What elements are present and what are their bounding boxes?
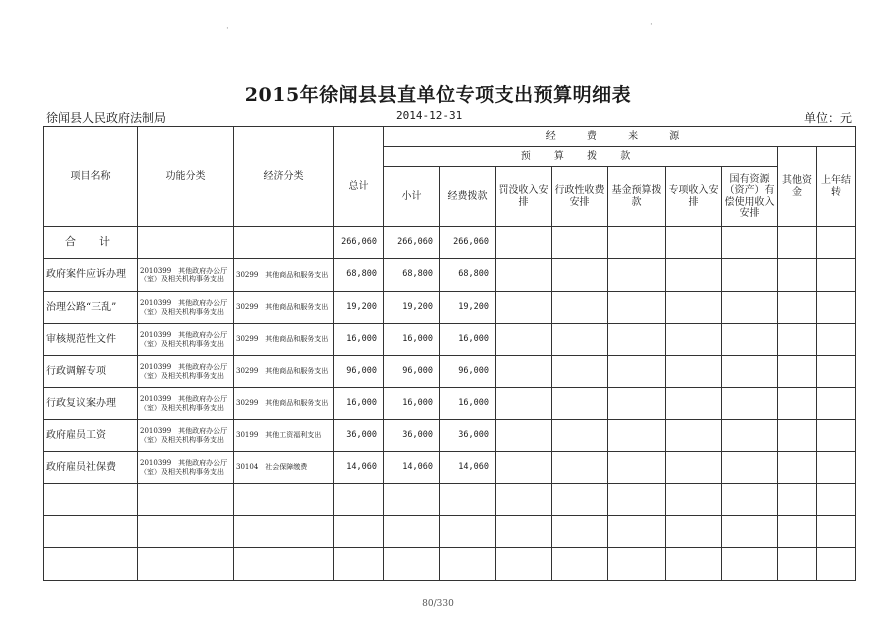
- empty-cell: [817, 484, 856, 516]
- empty-cell: [496, 388, 552, 420]
- page-number: 80/330: [422, 599, 454, 609]
- empty-cell: [334, 548, 384, 581]
- header-source-group: 经 费 来 源: [384, 127, 856, 147]
- row-funds: 14,060: [440, 452, 496, 484]
- empty-cell: [552, 484, 608, 516]
- empty-cell: [496, 452, 552, 484]
- empty-cell: [722, 227, 778, 259]
- empty-cell: [608, 356, 666, 388]
- row-subtotal: 16,000: [384, 324, 440, 356]
- empty-cell: [778, 227, 817, 259]
- empty-cell: [722, 484, 778, 516]
- row-total: 14,060: [334, 452, 384, 484]
- row-funds: 36,000: [440, 420, 496, 452]
- row-economic: 30299 其他商品和服务支出: [234, 324, 334, 356]
- empty-cell: [552, 259, 608, 292]
- row-function: 2010399 其他政府办公厅（室）及相关机构事务支出: [138, 259, 234, 292]
- row-total: 68,800: [334, 259, 384, 292]
- empty-cell: [44, 548, 138, 581]
- empty-cell: [384, 516, 440, 548]
- empty-cell: [666, 388, 722, 420]
- empty-cell: [778, 452, 817, 484]
- empty-cell: [722, 420, 778, 452]
- empty-cell: [722, 324, 778, 356]
- empty-cell: [778, 259, 817, 292]
- row-funds: 68,800: [440, 259, 496, 292]
- row-economic: 30104 社会保障缴费: [234, 452, 334, 484]
- empty-cell: [234, 548, 334, 581]
- empty-cell: [496, 516, 552, 548]
- empty-cell: [552, 388, 608, 420]
- table-row: [44, 324, 856, 356]
- empty-cell: [552, 324, 608, 356]
- row-funds: 16,000: [440, 388, 496, 420]
- table-row: [44, 420, 856, 452]
- empty-cell: [334, 484, 384, 516]
- empty-cell: [666, 516, 722, 548]
- row-funds: 19,200: [440, 292, 496, 324]
- empty-cell: [666, 484, 722, 516]
- total-row: [44, 227, 856, 259]
- empty-row: [44, 548, 856, 581]
- empty-cell: [608, 227, 666, 259]
- empty-cell: [234, 227, 334, 259]
- row-subtotal: 36,000: [384, 420, 440, 452]
- empty-cell: [817, 452, 856, 484]
- empty-cell: [666, 452, 722, 484]
- empty-cell: [552, 548, 608, 581]
- empty-cell: [234, 516, 334, 548]
- empty-cell: [608, 259, 666, 292]
- empty-cell: [778, 388, 817, 420]
- empty-cell: [817, 324, 856, 356]
- empty-cell: [608, 324, 666, 356]
- header-row-1: [44, 127, 856, 147]
- empty-cell: [817, 388, 856, 420]
- page-title: 2015年徐闻县县直单位专项支出预算明细表: [244, 84, 632, 106]
- header-carryover: 上年结转: [817, 147, 856, 227]
- scan-speck: ·: [226, 24, 229, 34]
- empty-cell: [722, 292, 778, 324]
- empty-cell: [817, 356, 856, 388]
- row-name: 行政复议案办理: [44, 388, 138, 420]
- empty-cell: [608, 548, 666, 581]
- row-subtotal: 16,000: [384, 388, 440, 420]
- empty-cell: [817, 259, 856, 292]
- empty-cell: [817, 227, 856, 259]
- empty-row: [44, 516, 856, 548]
- organization-name: 徐闻县人民政府法制局: [46, 111, 167, 125]
- empty-cell: [666, 259, 722, 292]
- header-blank: [334, 127, 384, 147]
- header-budget-group: 预 算 拨 款: [384, 147, 778, 167]
- report-date: 2014-12-31: [396, 109, 463, 122]
- budget-table: [43, 126, 856, 581]
- empty-cell: [552, 420, 608, 452]
- empty-cell: [666, 548, 722, 581]
- table-row: [44, 259, 856, 292]
- header-fund-budget: 基金预算拨款: [608, 167, 666, 227]
- scan-speck: ·: [650, 20, 653, 30]
- row-name: 政府案件应诉办理: [44, 259, 138, 292]
- table-row: [44, 452, 856, 484]
- empty-cell: [44, 516, 138, 548]
- header-project: 项目名称: [44, 127, 138, 227]
- empty-row: [44, 484, 856, 516]
- empty-cell: [608, 452, 666, 484]
- row-economic: 30299 其他商品和服务支出: [234, 292, 334, 324]
- empty-cell: [722, 452, 778, 484]
- row-function: 2010399 其他政府办公厅（室）及相关机构事务支出: [138, 388, 234, 420]
- empty-cell: [138, 227, 234, 259]
- empty-cell: [552, 356, 608, 388]
- empty-cell: [608, 484, 666, 516]
- header-total: 总计: [334, 147, 384, 227]
- empty-cell: [666, 227, 722, 259]
- total-funds: 266,060: [440, 227, 496, 259]
- empty-cell: [138, 516, 234, 548]
- row-function: 2010399 其他政府办公厅（室）及相关机构事务支出: [138, 292, 234, 324]
- empty-cell: [234, 484, 334, 516]
- empty-cell: [778, 324, 817, 356]
- row-economic: 30299 其他商品和服务支出: [234, 259, 334, 292]
- empty-cell: [817, 292, 856, 324]
- empty-cell: [138, 484, 234, 516]
- empty-cell: [608, 516, 666, 548]
- unit-label: 单位：元: [803, 111, 852, 125]
- empty-cell: [722, 388, 778, 420]
- empty-cell: [778, 484, 817, 516]
- row-total: 36,000: [334, 420, 384, 452]
- header-confiscation: 罚没收入安排: [496, 167, 552, 227]
- empty-cell: [778, 420, 817, 452]
- empty-cell: [334, 516, 384, 548]
- empty-cell: [666, 324, 722, 356]
- empty-cell: [496, 227, 552, 259]
- row-function: 2010399 其他政府办公厅（室）及相关机构事务支出: [138, 356, 234, 388]
- empty-cell: [778, 548, 817, 581]
- empty-cell: [552, 452, 608, 484]
- row-funds: 96,000: [440, 356, 496, 388]
- header-economic: 经济分类: [234, 127, 334, 227]
- header-state-assets: 国有资源（资产）有偿使用收入安排: [722, 167, 778, 227]
- empty-cell: [496, 324, 552, 356]
- empty-cell: [608, 420, 666, 452]
- empty-cell: [666, 356, 722, 388]
- row-name: 行政调解专项: [44, 356, 138, 388]
- row-total: 16,000: [334, 324, 384, 356]
- header-admin-fee: 行政性收费安排: [552, 167, 608, 227]
- empty-cell: [666, 292, 722, 324]
- row-name: 审核规范性文件: [44, 324, 138, 356]
- row-economic: 30299 其他商品和服务支出: [234, 356, 334, 388]
- header-special-income: 专项收入安排: [666, 167, 722, 227]
- table-row: [44, 292, 856, 324]
- total-total: 266,060: [334, 227, 384, 259]
- table-row: [44, 388, 856, 420]
- header-subtotal: 小计: [384, 167, 440, 227]
- row-name: 政府雇员社保费: [44, 452, 138, 484]
- row-total: 16,000: [334, 388, 384, 420]
- empty-cell: [496, 484, 552, 516]
- header-funds: 经费拨款: [440, 167, 496, 227]
- total-label: 合 计: [44, 227, 138, 259]
- empty-cell: [496, 356, 552, 388]
- empty-cell: [440, 548, 496, 581]
- row-total: 19,200: [334, 292, 384, 324]
- table-row: [44, 356, 856, 388]
- empty-cell: [440, 516, 496, 548]
- empty-cell: [722, 516, 778, 548]
- empty-cell: [138, 548, 234, 581]
- empty-cell: [496, 259, 552, 292]
- row-economic: 30199 其他工资福利支出: [234, 420, 334, 452]
- empty-cell: [608, 388, 666, 420]
- row-name: 治理公路“三乱”: [44, 292, 138, 324]
- row-total: 96,000: [334, 356, 384, 388]
- row-subtotal: 14,060: [384, 452, 440, 484]
- empty-cell: [552, 292, 608, 324]
- empty-cell: [722, 259, 778, 292]
- row-funds: 16,000: [440, 324, 496, 356]
- empty-cell: [608, 292, 666, 324]
- empty-cell: [384, 484, 440, 516]
- empty-cell: [722, 548, 778, 581]
- row-function: 2010399 其他政府办公厅（室）及相关机构事务支出: [138, 452, 234, 484]
- empty-cell: [384, 548, 440, 581]
- empty-cell: [817, 548, 856, 581]
- empty-cell: [778, 516, 817, 548]
- empty-cell: [778, 356, 817, 388]
- row-subtotal: 68,800: [384, 259, 440, 292]
- empty-cell: [778, 292, 817, 324]
- total-subtotal: 266,060: [384, 227, 440, 259]
- header-other-funds: 其他资金: [778, 147, 817, 227]
- header-function: 功能分类: [138, 127, 234, 227]
- row-name: 政府雇员工资: [44, 420, 138, 452]
- empty-cell: [666, 420, 722, 452]
- empty-cell: [817, 516, 856, 548]
- empty-cell: [44, 484, 138, 516]
- empty-cell: [552, 227, 608, 259]
- row-subtotal: 96,000: [384, 356, 440, 388]
- empty-cell: [496, 292, 552, 324]
- empty-cell: [722, 356, 778, 388]
- empty-cell: [817, 420, 856, 452]
- empty-cell: [496, 420, 552, 452]
- row-subtotal: 19,200: [384, 292, 440, 324]
- row-function: 2010399 其他政府办公厅（室）及相关机构事务支出: [138, 420, 234, 452]
- row-economic: 30299 其他商品和服务支出: [234, 388, 334, 420]
- empty-cell: [496, 548, 552, 581]
- empty-cell: [552, 516, 608, 548]
- empty-cell: [440, 484, 496, 516]
- row-function: 2010399 其他政府办公厅（室）及相关机构事务支出: [138, 324, 234, 356]
